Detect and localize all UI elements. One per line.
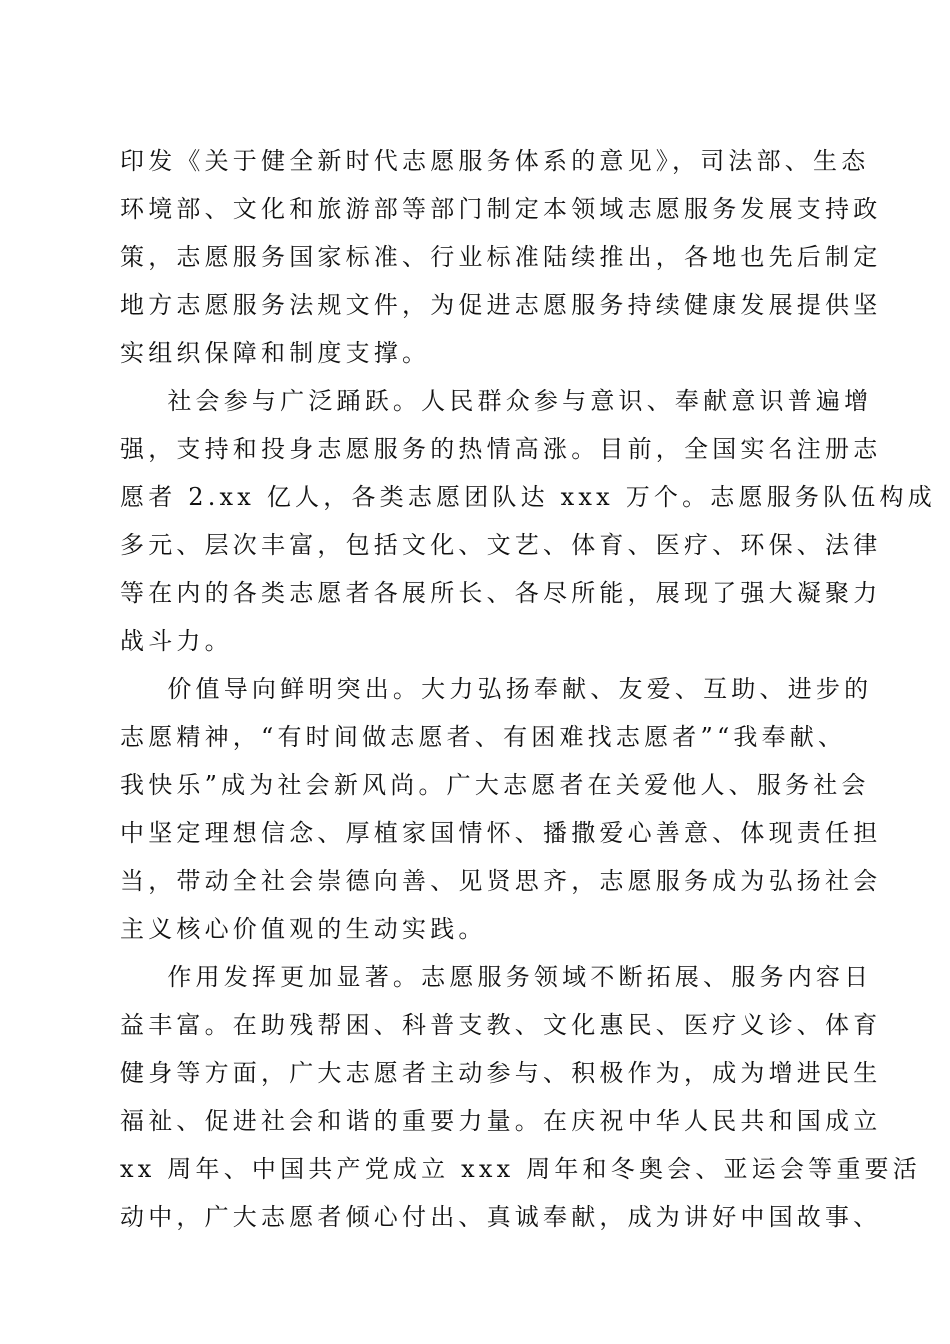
text-line: 动中，广大志愿者倾心付出、真诚奉献，成为讲好中国故事、 xyxy=(120,1203,882,1231)
text-line: 多元、层次丰富，包括文化、文艺、体育、医疗、环保、法律 xyxy=(120,531,882,559)
text-line: 主义核心价值观的生动实践。 xyxy=(120,915,487,943)
text-line: 等在内的各类志愿者各展所长、各尽所能，展现了强大凝聚力 xyxy=(120,579,882,607)
text-line: 印发《关于健全新时代志愿服务体系的意见》，司法部、生态 xyxy=(120,147,870,175)
text-line: 强，支持和投身志愿服务的热情高涨。目前，全国实名注册志 xyxy=(120,435,882,463)
paragraph-4 xyxy=(120,953,921,1241)
text-line: 地方志愿服务法规文件，为促进志愿服务持续健康发展提供坚 xyxy=(120,291,882,319)
text-line: 我快乐”成为社会新风尚。广大志愿者在关爱他人、服务社会 xyxy=(120,771,870,799)
text-line: 实组织保障和制度支撑。 xyxy=(120,339,431,367)
text-line: 福祉、促进社会和谐的重要力量。在庆祝中华人民共和国成立 xyxy=(120,1107,882,1135)
text-line: 健身等方面，广大志愿者主动参与、积极作为，成为增进民生 xyxy=(120,1059,882,1087)
body-text xyxy=(120,137,936,1241)
text-line: 价值导向鲜明突出。大力弘扬奉献、友爱、互助、进步的 xyxy=(120,675,873,703)
paragraph-3 xyxy=(120,665,882,953)
text-line: 策，志愿服务国家标准、行业标准陆续推出，各地也先后制定 xyxy=(120,243,882,271)
text-line: 益丰富。在助残帮困、科普支教、文化惠民、医疗义诊、体育 xyxy=(120,1011,882,1039)
text-line: 战斗力。 xyxy=(120,627,233,655)
text-line: 志愿精神，“有时间做志愿者、有困难找志愿者”“我奉献、 xyxy=(120,723,847,751)
text-line: 愿者 2.xx 亿人，各类志愿团队达 xxx 万个。志愿服务队伍构成 xyxy=(120,483,936,511)
text-line: 作用发挥更加显著。志愿服务领域不断拓展、服务内容日 xyxy=(120,963,873,991)
paragraph-1 xyxy=(120,137,882,377)
text-line: 社会参与广泛踊跃。人民群众参与意识、奉献意识普遍增 xyxy=(120,387,873,415)
text-line: 环境部、文化和旅游部等部门制定本领域志愿服务发展支持政 xyxy=(120,195,882,223)
text-line: xx 周年、中国共产党成立 xxx 周年和冬奥会、亚运会等重要活 xyxy=(120,1155,921,1183)
paragraph-2 xyxy=(120,377,936,665)
text-line: 当，带动全社会崇德向善、见贤思齐，志愿服务成为弘扬社会 xyxy=(120,867,882,895)
text-line: 中坚定理想信念、厚植家国情怀、播撒爱心善意、体现责任担 xyxy=(120,819,882,847)
